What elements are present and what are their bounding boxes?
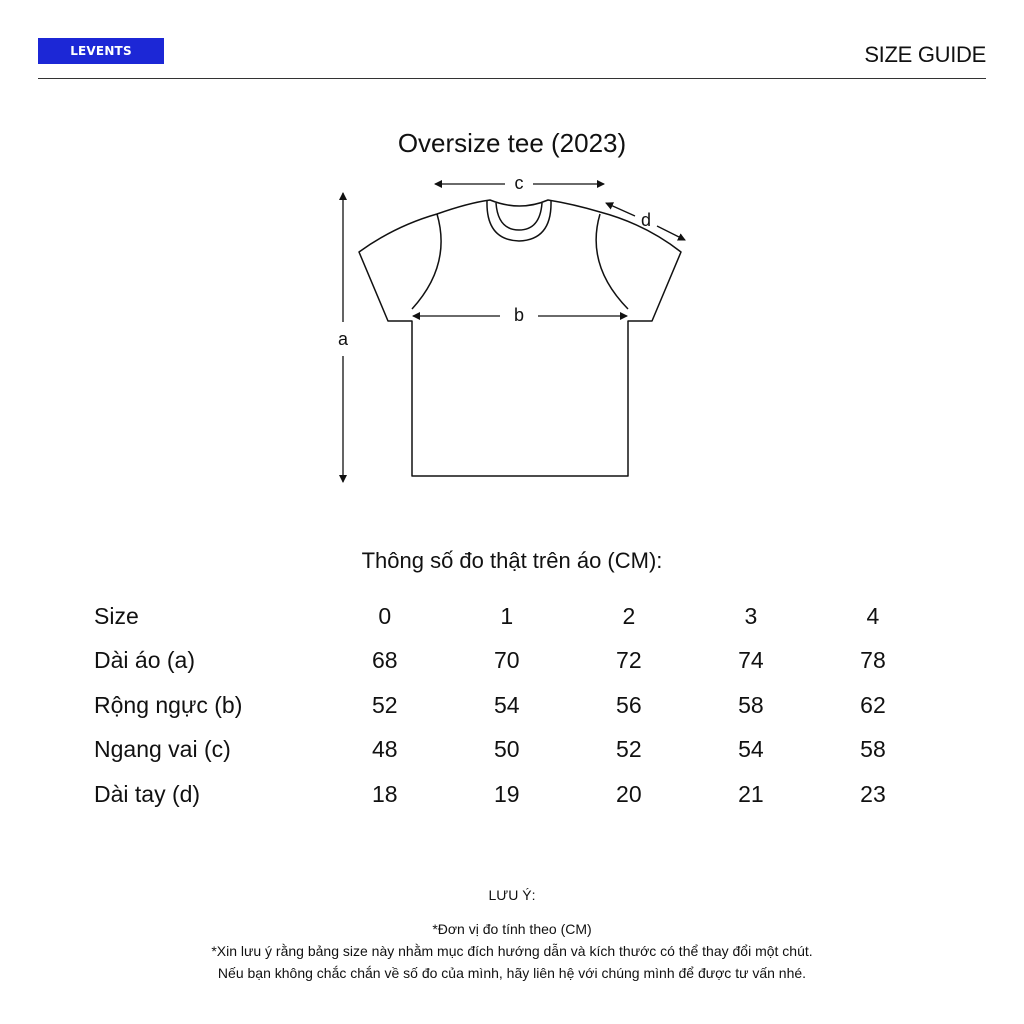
measure-a-label: a — [337, 329, 349, 349]
table-cell: 52 — [616, 736, 642, 763]
table-cell: 56 — [616, 691, 642, 718]
table-cell: 54 — [738, 736, 764, 763]
measure-d-label: d — [640, 210, 652, 230]
note-line: *Xin lưu ý rằng bảng size này nhằm mục đích hướng dẫn và kích thước có thể thay đổi một chút. — [211, 943, 813, 959]
row-label: Dài áo (a) — [94, 647, 195, 674]
row-label: Dài tay (d) — [94, 780, 201, 807]
table-cell: 58 — [860, 736, 886, 763]
size-column-header: 2 — [622, 602, 636, 629]
table-row — [94, 683, 934, 728]
brand-name: LEVENTS — [70, 44, 132, 58]
table-cell: 18 — [371, 780, 398, 807]
table-header-row — [94, 594, 934, 639]
table-cell: 74 — [738, 647, 764, 674]
table-cell: 20 — [616, 780, 642, 807]
neckline-inner — [496, 203, 542, 230]
size-column-header: 4 — [866, 602, 880, 629]
table-cell: 78 — [860, 647, 886, 674]
table-cell: 68 — [371, 647, 398, 674]
table-row — [94, 639, 934, 684]
table-cell: 23 — [860, 780, 886, 807]
left-armhole-seam — [412, 214, 441, 309]
page-label: SIZE GUIDE — [864, 42, 986, 67]
table-cell: 52 — [371, 691, 398, 718]
table-cell: 21 — [738, 780, 764, 807]
note-line: Nếu bạn không chắc chắn về số đo của mình, hãy liên hệ với chúng mình để được tư vấn nhé. — [217, 965, 807, 981]
size-column-header: 3 — [744, 602, 758, 629]
right-armhole-seam — [596, 214, 628, 309]
row-label: Rộng ngực (b) — [94, 691, 243, 718]
product-title: Oversize tee (2023) — [397, 128, 627, 158]
size-table — [94, 594, 934, 817]
measure-b-label: b — [513, 305, 525, 325]
note-line: *Đơn vị đo tính theo (CM) — [432, 921, 592, 937]
table-row — [94, 728, 934, 773]
table-row — [94, 772, 934, 817]
table-title: Thông số đo thật trên áo (CM): — [361, 548, 663, 573]
size-column-header: 0 — [378, 602, 392, 629]
table-cell: 62 — [860, 691, 886, 718]
table-cell: 19 — [493, 780, 520, 807]
table-cell: 48 — [371, 736, 398, 763]
table-cell: 72 — [616, 647, 642, 674]
table-cell: 54 — [493, 691, 520, 718]
measure-c-label: c — [514, 173, 524, 193]
header-cell-size: Size — [94, 602, 139, 629]
table-cell: 58 — [738, 691, 764, 718]
measure-d-arrow-upper — [606, 203, 635, 216]
notes-section — [0, 884, 1024, 984]
row-label: Ngang vai (c) — [94, 736, 231, 763]
table-cell: 50 — [493, 736, 520, 763]
table-cell: 70 — [493, 647, 520, 674]
size-column-header: 1 — [500, 602, 514, 629]
notes-heading: LƯU Ý: — [488, 887, 536, 903]
